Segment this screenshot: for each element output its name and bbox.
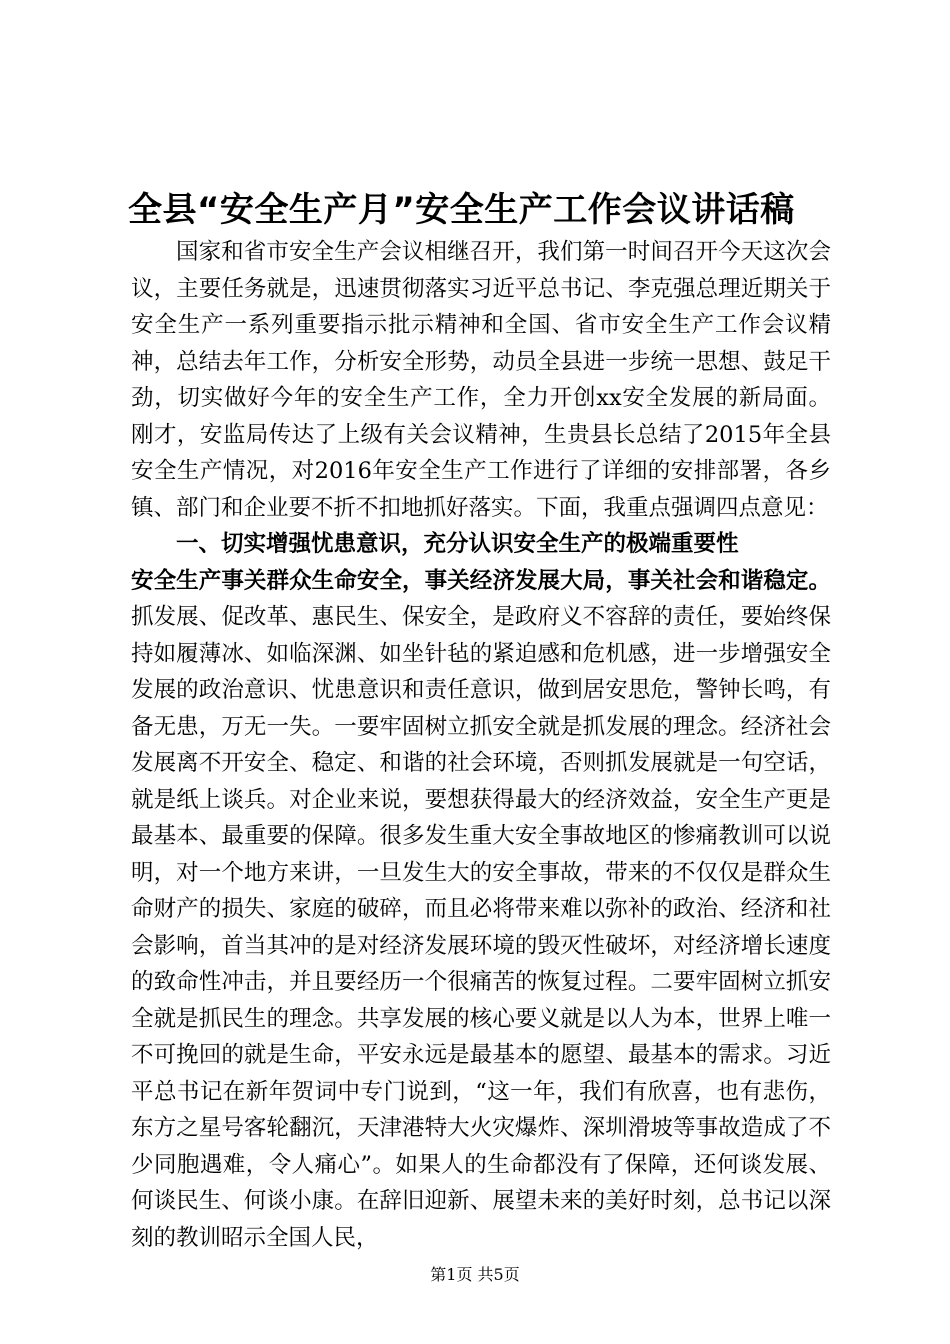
document-body [131, 234, 831, 1256]
section-1-lead-sentence: 安全生产事关群众生命安全，事关经济发展大局，事关社会和谐稳定。 [131, 567, 831, 594]
section-1-paragraph [131, 563, 831, 1257]
intro-paragraph: 国家和省市安全生产会议相继召开，我们第一时间召开今天这次会议，主要任务就是，迅速贯彻落实习近平总书记、李克强总理近期关于安全生产一系列重要指示批示精神和全国、省市安全生产工作会议精神，总结去年工作，分析安全形势，动员全县进一步统一思想、鼓足干劲，切实做好今年的安全生产工作，全力开创xx安全发展的新局面。刚才，安监局传达了上级有关会议精神，生贵县长总结了2015年全县安全生产情况，对2016年安全生产工作进行了详细的安排部署，各乡镇、部门和企业要不折不扣地抓好落实。下面，我重点强调四点意见： [131, 239, 831, 521]
section-1-body-text: 抓发展、促改革、惠民生、保安全，是政府义不容辞的责任，要始终保持如履薄冰、如临深渊、如坐针毡的紧迫感和危机感，进一步增强安全发展的政治意识、忧患意识和责任意识，做到居安思危，警钟长鸣，有备无患，万无一失。一要牢固树立抓安全就是抓发展的理念。经济社会发展离不开安全、稳定、和谐的社会环境，否则抓发展就是一句空话，就是纸上谈兵。对企业来说，要想获得最大的经济效益，安全生产更是最基本、最重要的保障。很多发生重大安全事故地区的惨痛教训可以说明，对一个地方来讲，一旦发生大的安全事故，带来的不仅仅是群众生命财产的损失、家庭的破碎，而且必将带来难以弥补的政治、经济和社会影响，首当其冲的是对经济发展环境的毁灭性破坏，对经济增长速度的致命性冲击，并且要经历一个很痛苦的恢复过程。二要牢固树立抓安全就是抓民生的理念。共享发展的核心要义就是以人为本，世界上唯一不可挽回的就是生命，平安永远是最基本的愿望、最基本的需求。习近平总书记在新年贺词中专门说到，“这一年，我们有欣喜，也有悲伤，东方之星号客轮翻沉，天津港特大火灾爆炸、深圳滑坡等事故造成了不少同胞遇难，令人痛心”。如果人的生命都没有了保障，还何谈发展、何谈民生、何谈小康。在辞旧迎新、展望未来的美好时刻，总书记以深刻的教训昭示全国人民， [131, 604, 831, 1251]
section-heading-1: 一、切实增强忧患意识，充分认识安全生产的极端重要性 [176, 531, 739, 557]
document-title: 全县“安全生产月”安全生产工作会议讲话稿 [128, 190, 795, 230]
page-footer: 第1页 共5页 [430, 1265, 520, 1284]
